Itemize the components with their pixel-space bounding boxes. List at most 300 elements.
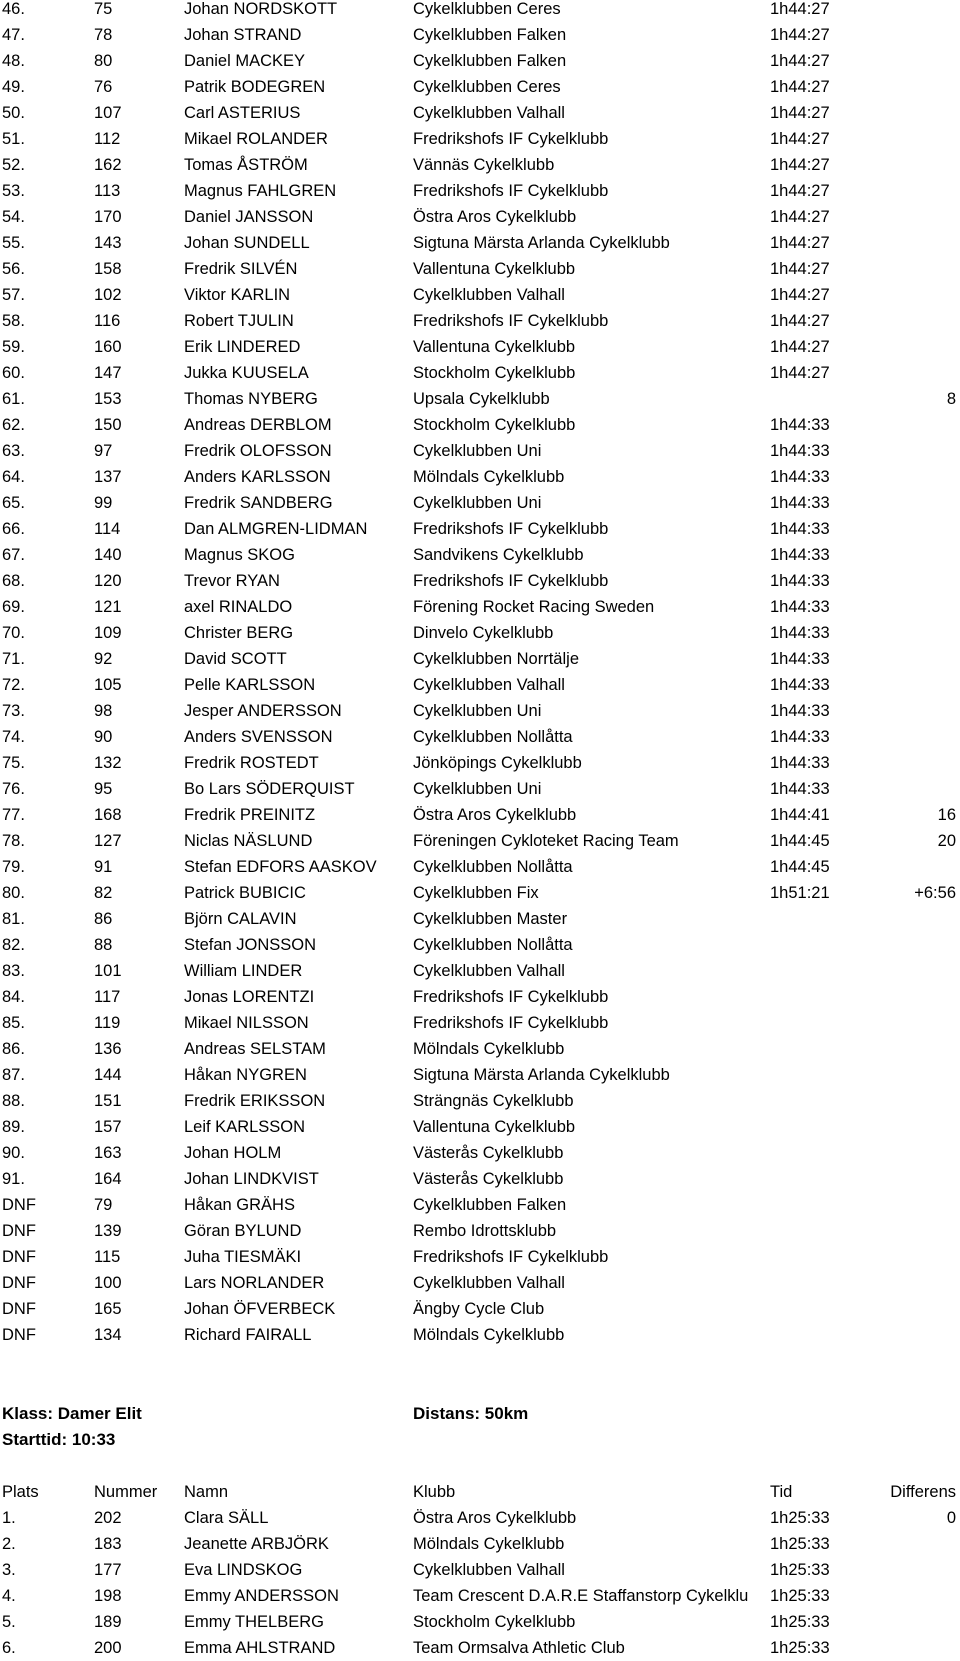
cell-namn: Göran BYLUND bbox=[184, 1222, 302, 1240]
cell-klubb: Fredrikshofs IF Cykelklubb bbox=[413, 572, 609, 590]
cell-tid: 1h25:33 bbox=[770, 1613, 830, 1631]
cell-nummer: 139 bbox=[94, 1222, 122, 1240]
table-row bbox=[0, 48, 960, 74]
cell-klubb: Fredrikshofs IF Cykelklubb bbox=[413, 182, 609, 200]
table-row bbox=[0, 750, 960, 776]
cell-namn: Erik LINDERED bbox=[184, 338, 301, 356]
cell-namn: Jesper ANDERSSON bbox=[184, 702, 342, 720]
cell-namn: Fredrik ERIKSSON bbox=[184, 1092, 326, 1110]
cell-klubb: Cykelklubben Valhall bbox=[413, 962, 565, 980]
cell-tid: 1h44:33 bbox=[770, 520, 830, 538]
cell-namn: Daniel JANSSON bbox=[184, 208, 314, 226]
cell-nummer: 117 bbox=[94, 988, 121, 1006]
cell-plats: 3. bbox=[2, 1561, 16, 1579]
table-row bbox=[0, 724, 960, 750]
cell-plats: 71. bbox=[2, 650, 25, 668]
cell-klubb: Cykelklubben Valhall bbox=[413, 676, 565, 694]
cell-klubb: Jönköpings Cykelklubb bbox=[413, 754, 582, 772]
cell-tid: 1h25:33 bbox=[770, 1561, 830, 1579]
cell-tid: 1h44:27 bbox=[770, 182, 830, 200]
cell-tid: 1h44:33 bbox=[770, 468, 830, 486]
cell-tid: 1h44:33 bbox=[770, 624, 830, 642]
table-row bbox=[0, 1635, 960, 1661]
cell-klubb: Mölndals Cykelklubb bbox=[413, 1040, 565, 1058]
table-row bbox=[0, 542, 960, 568]
cell-namn: Pelle KARLSSON bbox=[184, 676, 316, 694]
cell-plats: 53. bbox=[2, 182, 25, 200]
table-row bbox=[0, 282, 960, 308]
cell-klubb: Cykelklubben Uni bbox=[413, 702, 542, 720]
cell-klubb: Cykelklubben Uni bbox=[413, 780, 542, 798]
cell-namn: Dan ALMGREN-LIDMAN bbox=[184, 520, 368, 538]
cell-plats: DNF bbox=[2, 1326, 36, 1344]
table-row bbox=[0, 1322, 960, 1348]
cell-tid: 1h44:33 bbox=[770, 442, 830, 460]
table-row bbox=[0, 880, 960, 906]
cell-plats: 70. bbox=[2, 624, 25, 642]
cell-nummer: 116 bbox=[94, 312, 121, 330]
cell-plats: 6. bbox=[2, 1639, 16, 1657]
cell-plats: 61. bbox=[2, 390, 25, 408]
cell-plats: 80. bbox=[2, 884, 25, 902]
cell-nummer: 160 bbox=[94, 338, 122, 356]
cell-tid: 1h44:27 bbox=[770, 0, 830, 18]
cell-plats: 51. bbox=[2, 130, 25, 148]
cell-klubb: Team Crescent D.A.R.E Staffanstorp Cykelklu bbox=[413, 1587, 749, 1605]
cell-tid: 1h44:45 bbox=[770, 832, 830, 850]
cell-nummer: 144 bbox=[94, 1066, 122, 1084]
table-row bbox=[0, 334, 960, 360]
cell-plats: 4. bbox=[2, 1587, 16, 1605]
cell-nummer: 143 bbox=[94, 234, 122, 252]
cell-namn: William LINDER bbox=[184, 962, 303, 980]
cell-plats: 90. bbox=[2, 1144, 25, 1162]
cell-namn: Jonas LORENTZI bbox=[184, 988, 315, 1006]
cell-klubb: Förening Rocket Racing Sweden bbox=[413, 598, 655, 616]
cell-tid: 1h44:33 bbox=[770, 494, 830, 512]
table-row bbox=[0, 984, 960, 1010]
table-row bbox=[0, 958, 960, 984]
cell-namn: Anders KARLSSON bbox=[184, 468, 331, 486]
table-row bbox=[0, 1088, 960, 1114]
table-row bbox=[0, 100, 960, 126]
cell-nummer: 78 bbox=[94, 26, 113, 44]
table-row bbox=[0, 594, 960, 620]
cell-plats: 46. bbox=[2, 0, 25, 18]
cell-tid: 1h44:27 bbox=[770, 78, 830, 96]
cell-namn: Fredrik PREINITZ bbox=[184, 806, 316, 824]
cell-plats: DNF bbox=[2, 1196, 36, 1214]
cell-nummer: 121 bbox=[94, 598, 122, 616]
cell-nummer: 136 bbox=[94, 1040, 122, 1058]
table-row bbox=[0, 1140, 960, 1166]
cell-nummer: 76 bbox=[94, 78, 113, 96]
cell-klubb: Cykelklubben Uni bbox=[413, 442, 542, 460]
cell-plats: DNF bbox=[2, 1300, 36, 1318]
cell-tid: 1h44:33 bbox=[770, 728, 830, 746]
cell-nummer: 91 bbox=[94, 858, 113, 876]
table-row bbox=[0, 1244, 960, 1270]
cell-plats: 66. bbox=[2, 520, 25, 538]
table-row bbox=[0, 1270, 960, 1296]
table-row bbox=[0, 230, 960, 256]
cell-namn: Emmy THELBERG bbox=[184, 1613, 324, 1631]
cell-namn: Mikael ROLANDER bbox=[184, 130, 328, 148]
table-row bbox=[0, 1036, 960, 1062]
cell-tid: 1h44:27 bbox=[770, 286, 830, 304]
table-row bbox=[0, 178, 960, 204]
table-row bbox=[0, 308, 960, 334]
table-row bbox=[0, 386, 960, 412]
cell-namn: Patrik BODEGREN bbox=[184, 78, 326, 96]
cell-klubb: Stockholm Cykelklubb bbox=[413, 1613, 576, 1631]
cell-nummer: 200 bbox=[94, 1639, 122, 1657]
cell-nummer: 140 bbox=[94, 546, 122, 564]
cell-nummer: 163 bbox=[94, 1144, 122, 1162]
cell-nummer: 132 bbox=[94, 754, 122, 772]
cell-namn: Thomas NYBERG bbox=[184, 390, 318, 408]
cell-plats: 82. bbox=[2, 936, 25, 954]
cell-nummer: 157 bbox=[94, 1118, 122, 1136]
cell-nummer: 79 bbox=[94, 1196, 113, 1214]
cell-klubb: Cykelklubben Falken bbox=[413, 26, 567, 44]
cell-klubb: Stockholm Cykelklubb bbox=[413, 364, 576, 382]
cell-nummer: 164 bbox=[94, 1170, 122, 1188]
cell-namn: Trevor RYAN bbox=[184, 572, 280, 590]
cell-plats: 65. bbox=[2, 494, 25, 512]
cell-klubb: Cykelklubben Valhall bbox=[413, 104, 565, 122]
cell-tid: 1h44:33 bbox=[770, 546, 830, 564]
cell-namn: Mikael NILSSON bbox=[184, 1014, 309, 1032]
cell-klubb: Västerås Cykelklubb bbox=[413, 1170, 564, 1188]
cell-nummer: 119 bbox=[94, 1014, 121, 1032]
cell-nummer: 82 bbox=[94, 884, 113, 902]
cell-tid: 1h44:27 bbox=[770, 130, 830, 148]
cell-tid: 1h44:27 bbox=[770, 26, 830, 44]
table-row bbox=[0, 1296, 960, 1322]
cell-klubb: Cykelklubben Falken bbox=[413, 1196, 567, 1214]
cell-tid: 1h25:33 bbox=[770, 1587, 830, 1605]
cell-nummer: 153 bbox=[94, 390, 122, 408]
table-row bbox=[0, 412, 960, 438]
cell-klubb: Fredrikshofs IF Cykelklubb bbox=[413, 520, 609, 538]
cell-namn: Leif KARLSSON bbox=[184, 1118, 306, 1136]
cell-plats: DNF bbox=[2, 1248, 36, 1266]
table-row bbox=[0, 0, 960, 22]
cell-tid: 1h44:45 bbox=[770, 858, 830, 876]
cell-namn: Johan ÖFVERBECK bbox=[184, 1300, 336, 1318]
cell-plats: 77. bbox=[2, 806, 25, 824]
cell-plats: DNF bbox=[2, 1222, 36, 1240]
cell-plats: 89. bbox=[2, 1118, 25, 1136]
cell-nummer: 107 bbox=[94, 104, 122, 122]
cell-namn: Juha TIESMÄKI bbox=[184, 1248, 302, 1266]
cell-tid: 1h44:33 bbox=[770, 416, 830, 434]
cell-nummer: 189 bbox=[94, 1613, 122, 1631]
cell-namn: Magnus SKOG bbox=[184, 546, 295, 564]
cell-namn: Håkan GRÄHS bbox=[184, 1196, 295, 1214]
cell-klubb: Sandvikens Cykelklubb bbox=[413, 546, 584, 564]
cell-klubb: Cykelklubben Master bbox=[413, 910, 568, 928]
column-header-nummer: Nummer bbox=[94, 1483, 158, 1501]
cell-klubb: Cykelklubben Falken bbox=[413, 52, 567, 70]
cell-nummer: 151 bbox=[94, 1092, 122, 1110]
cell-plats: 49. bbox=[2, 78, 25, 96]
table-row bbox=[0, 152, 960, 178]
cell-nummer: 134 bbox=[94, 1326, 122, 1344]
cell-plats: 50. bbox=[2, 104, 25, 122]
table-row bbox=[0, 932, 960, 958]
cell-klubb: Team Ormsalva Athletic Club bbox=[413, 1639, 625, 1657]
cell-klubb: Cykelklubben Valhall bbox=[413, 286, 565, 304]
table-row bbox=[0, 828, 960, 854]
cell-namn: axel RINALDO bbox=[184, 598, 293, 616]
table-row bbox=[0, 1505, 960, 1531]
cell-namn: Robert TJULIN bbox=[184, 312, 294, 330]
table-row bbox=[0, 1114, 960, 1140]
cell-plats: 79. bbox=[2, 858, 25, 876]
cell-plats: 60. bbox=[2, 364, 25, 382]
cell-klubb: Cykelklubben Nollåtta bbox=[413, 858, 573, 876]
cell-nummer: 177 bbox=[94, 1561, 122, 1579]
cell-plats: 57. bbox=[2, 286, 25, 304]
column-header-klubb: Klubb bbox=[413, 1483, 456, 1501]
cell-tid: 1h44:41 bbox=[770, 806, 830, 824]
cell-nummer: 99 bbox=[94, 494, 113, 512]
cell-nummer: 120 bbox=[94, 572, 122, 590]
cell-namn: Daniel MACKEY bbox=[184, 52, 306, 70]
table-row bbox=[0, 360, 960, 386]
cell-nummer: 158 bbox=[94, 260, 122, 278]
cell-klubb: Östra Aros Cykelklubb bbox=[413, 208, 577, 226]
cell-klubb: Ängby Cycle Club bbox=[413, 1300, 545, 1318]
cell-plats: 55. bbox=[2, 234, 25, 252]
table-row bbox=[0, 776, 960, 802]
cell-nummer: 97 bbox=[94, 442, 113, 460]
cell-klubb: Cykelklubben Uni bbox=[413, 494, 542, 512]
table-row bbox=[0, 1531, 960, 1557]
table-row bbox=[0, 906, 960, 932]
cell-tid: 1h44:27 bbox=[770, 208, 830, 226]
cell-plats: 2. bbox=[2, 1535, 16, 1553]
cell-namn: Johan LINDKVIST bbox=[184, 1170, 319, 1188]
table-row bbox=[0, 1218, 960, 1244]
cell-nummer: 127 bbox=[94, 832, 122, 850]
cell-plats: 47. bbox=[2, 26, 25, 44]
cell-plats: 83. bbox=[2, 962, 25, 980]
cell-namn: Tomas ÅSTRÖM bbox=[184, 156, 308, 174]
cell-namn: Jukka KUUSELA bbox=[184, 364, 309, 382]
cell-namn: Andreas DERBLOM bbox=[184, 416, 332, 434]
cell-klubb: Mölndals Cykelklubb bbox=[413, 1535, 565, 1553]
cell-namn: Emma AHLSTRAND bbox=[184, 1639, 336, 1657]
cell-namn: Björn CALAVIN bbox=[184, 910, 297, 928]
cell-tid: 1h44:33 bbox=[770, 676, 830, 694]
class-title: Klass: Damer Elit bbox=[2, 1404, 142, 1423]
cell-namn: Richard FAIRALL bbox=[184, 1326, 312, 1344]
cell-plats: 56. bbox=[2, 260, 25, 278]
cell-namn: Stefan JONSSON bbox=[184, 936, 317, 954]
cell-nummer: 90 bbox=[94, 728, 113, 746]
column-header-namn: Namn bbox=[184, 1483, 229, 1501]
cell-tid: 1h44:27 bbox=[770, 338, 830, 356]
table-row bbox=[0, 126, 960, 152]
cell-namn: Johan NORDSKOTT bbox=[184, 0, 338, 18]
cell-namn: Andreas SELSTAM bbox=[184, 1040, 326, 1058]
cell-tid: 1h44:33 bbox=[770, 572, 830, 590]
cell-nummer: 101 bbox=[94, 962, 122, 980]
cell-klubb: Cykelklubben Valhall bbox=[413, 1274, 565, 1292]
cell-plats: 1. bbox=[2, 1509, 16, 1527]
cell-klubb: Cykelklubben Norrtälje bbox=[413, 650, 579, 668]
cell-klubb: Mölndals Cykelklubb bbox=[413, 468, 565, 486]
cell-tid: 1h44:27 bbox=[770, 312, 830, 330]
table-row bbox=[0, 490, 960, 516]
table-row bbox=[0, 1557, 960, 1583]
cell-nummer: 168 bbox=[94, 806, 122, 824]
cell-namn: Stefan EDFORS AASKOV bbox=[184, 858, 377, 876]
cell-plats: DNF bbox=[2, 1274, 36, 1292]
cell-tid: 1h25:33 bbox=[770, 1535, 830, 1553]
cell-klubb: Cykelklubben Nollåtta bbox=[413, 936, 573, 954]
table-row bbox=[0, 204, 960, 230]
table-row bbox=[0, 1166, 960, 1192]
table-row bbox=[0, 22, 960, 48]
cell-klubb: Fredrikshofs IF Cykelklubb bbox=[413, 1248, 609, 1266]
table-row bbox=[0, 1062, 960, 1088]
column-header-row bbox=[0, 1479, 960, 1505]
table-row bbox=[0, 438, 960, 464]
cell-klubb: Fredrikshofs IF Cykelklubb bbox=[413, 988, 609, 1006]
cell-differens: +6:56 bbox=[914, 884, 956, 902]
cell-klubb: Cykelklubben Valhall bbox=[413, 1561, 565, 1579]
cell-nummer: 98 bbox=[94, 702, 113, 720]
cell-plats: 72. bbox=[2, 676, 25, 694]
cell-plats: 76. bbox=[2, 780, 25, 798]
cell-namn: Johan STRAND bbox=[184, 26, 302, 44]
cell-namn: Jeanette ARBJÖRK bbox=[184, 1535, 329, 1553]
cell-differens: 0 bbox=[946, 1509, 956, 1527]
cell-nummer: 102 bbox=[94, 286, 122, 304]
cell-klubb: Cykelklubben Ceres bbox=[413, 0, 561, 18]
cell-klubb: Vallentuna Cykelklubb bbox=[413, 1118, 576, 1136]
cell-klubb: Cykelklubben Fix bbox=[413, 884, 539, 902]
cell-namn: Anders SVENSSON bbox=[184, 728, 333, 746]
cell-tid: 1h25:33 bbox=[770, 1509, 830, 1527]
cell-namn: Fredrik SILVÉN bbox=[184, 260, 298, 278]
cell-klubb: Fredrikshofs IF Cykelklubb bbox=[413, 1014, 609, 1032]
cell-namn: Carl ASTERIUS bbox=[184, 104, 301, 122]
cell-nummer: 162 bbox=[94, 156, 122, 174]
cell-namn: Lars NORLANDER bbox=[184, 1274, 325, 1292]
cell-nummer: 137 bbox=[94, 468, 122, 486]
cell-nummer: 165 bbox=[94, 1300, 122, 1318]
cell-namn: Johan HOLM bbox=[184, 1144, 282, 1162]
cell-namn: Bo Lars SÖDERQUIST bbox=[184, 780, 355, 798]
cell-plats: 62. bbox=[2, 416, 25, 434]
cell-klubb: Fredrikshofs IF Cykelklubb bbox=[413, 312, 609, 330]
cell-nummer: 170 bbox=[94, 208, 122, 226]
cell-differens: 8 bbox=[946, 390, 956, 408]
cell-plats: 88. bbox=[2, 1092, 25, 1110]
cell-plats: 87. bbox=[2, 1066, 25, 1084]
cell-tid: 1h44:27 bbox=[770, 364, 830, 382]
cell-nummer: 183 bbox=[94, 1535, 122, 1553]
cell-nummer: 95 bbox=[94, 780, 113, 798]
distance-title: Distans: 50km bbox=[413, 1404, 529, 1423]
cell-nummer: 86 bbox=[94, 910, 113, 928]
cell-tid: 1h44:33 bbox=[770, 754, 830, 772]
table-row bbox=[0, 1010, 960, 1036]
cell-plats: 85. bbox=[2, 1014, 25, 1032]
cell-plats: 78. bbox=[2, 832, 25, 850]
cell-plats: 59. bbox=[2, 338, 25, 356]
cell-klubb: Sigtuna Märsta Arlanda Cykelklubb bbox=[413, 234, 670, 252]
cell-namn: Johan SUNDELL bbox=[184, 234, 310, 252]
cell-differens: 16 bbox=[937, 806, 956, 824]
table-row bbox=[0, 854, 960, 880]
cell-namn: Håkan NYGREN bbox=[184, 1066, 307, 1084]
cell-nummer: 88 bbox=[94, 936, 113, 954]
cell-namn: David SCOTT bbox=[184, 650, 287, 668]
table-row bbox=[0, 646, 960, 672]
table-row bbox=[0, 464, 960, 490]
cell-klubb: Östra Aros Cykelklubb bbox=[413, 1509, 577, 1527]
cell-tid: 1h44:27 bbox=[770, 156, 830, 174]
cell-klubb: Vännäs Cykelklubb bbox=[413, 156, 555, 174]
cell-tid: 1h44:33 bbox=[770, 650, 830, 668]
cell-tid: 1h44:33 bbox=[770, 598, 830, 616]
cell-nummer: 115 bbox=[94, 1248, 121, 1266]
cell-plats: 63. bbox=[2, 442, 25, 460]
table-row bbox=[0, 74, 960, 100]
cell-plats: 75. bbox=[2, 754, 25, 772]
cell-namn: Emmy ANDERSSON bbox=[184, 1587, 339, 1605]
cell-klubb: Sigtuna Märsta Arlanda Cykelklubb bbox=[413, 1066, 670, 1084]
column-header-tid: Tid bbox=[770, 1483, 793, 1501]
cell-nummer: 112 bbox=[94, 130, 121, 148]
cell-plats: 67. bbox=[2, 546, 25, 564]
cell-klubb: Vallentuna Cykelklubb bbox=[413, 338, 576, 356]
table-row bbox=[0, 516, 960, 542]
start-time-title: Starttid: 10:33 bbox=[2, 1430, 116, 1449]
cell-namn: Eva LINDSKOG bbox=[184, 1561, 303, 1579]
cell-plats: 68. bbox=[2, 572, 25, 590]
cell-differens: 20 bbox=[937, 832, 956, 850]
cell-tid: 1h44:33 bbox=[770, 702, 830, 720]
table-row bbox=[0, 1609, 960, 1635]
cell-klubb: Cykelklubben Ceres bbox=[413, 78, 561, 96]
cell-namn: Fredrik SANDBERG bbox=[184, 494, 333, 512]
table-row bbox=[0, 672, 960, 698]
cell-tid: 1h44:27 bbox=[770, 260, 830, 278]
cell-plats: 74. bbox=[2, 728, 25, 746]
cell-tid: 1h25:33 bbox=[770, 1639, 830, 1657]
cell-tid: 1h44:27 bbox=[770, 234, 830, 252]
table-row bbox=[0, 1192, 960, 1218]
cell-nummer: 202 bbox=[94, 1509, 122, 1527]
cell-nummer: 109 bbox=[94, 624, 122, 642]
cell-nummer: 80 bbox=[94, 52, 113, 70]
cell-plats: 81. bbox=[2, 910, 25, 928]
cell-nummer: 150 bbox=[94, 416, 122, 434]
cell-plats: 69. bbox=[2, 598, 25, 616]
cell-nummer: 114 bbox=[94, 520, 121, 538]
cell-plats: 73. bbox=[2, 702, 25, 720]
table-row bbox=[0, 1583, 960, 1609]
table-row bbox=[0, 698, 960, 724]
cell-namn: Christer BERG bbox=[184, 624, 294, 642]
